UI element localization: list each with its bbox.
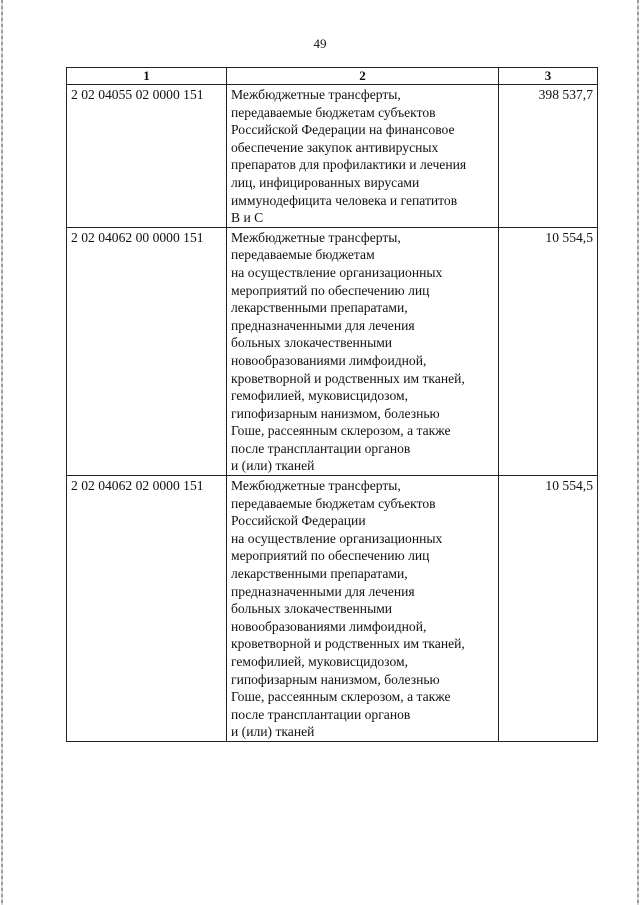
description-line: обеспечение закупок антивирусных [231, 139, 439, 155]
description-cell [227, 227, 499, 475]
description-line: В и С [231, 210, 264, 226]
column-header-description: 2 [227, 68, 499, 85]
table-body [67, 85, 598, 742]
amount-cell: 10 554,5 [499, 476, 598, 742]
amount-cell: 10 554,5 [499, 227, 598, 475]
description-line: Межбюджетные трансферты, [231, 87, 401, 102]
table-row [67, 227, 598, 475]
description-line: кроветворной и родственных им тканей, [231, 636, 465, 652]
page-number: 49 [313, 36, 327, 51]
description-line: передаваемые бюджетам [231, 247, 375, 263]
description-line: Межбюджетные трансферты, [231, 229, 401, 245]
description-line: Гоше, рассеянным склерозом, а также [231, 423, 451, 439]
description-line: новообразованиями лимфоидной, [231, 352, 427, 368]
table-row [67, 476, 598, 742]
description-line: Российской Федерации на финансовое [231, 122, 455, 138]
description-line: Российской Федерации [231, 513, 366, 529]
description-line: после трансплантации органов [231, 440, 411, 456]
column-header-amount: 3 [499, 68, 598, 85]
description-line: передаваемые бюджетам субъектов [231, 495, 436, 511]
description-line: лекарственными препаратами, [231, 300, 408, 316]
description-line: новообразованиями лимфоидной, [231, 618, 427, 634]
description-line: на осуществление организационных [231, 530, 443, 546]
description-line: больных злокачественными [231, 335, 393, 351]
description-cell [227, 476, 499, 742]
budget-code-cell: 2 02 04062 00 0000 151 [67, 227, 227, 475]
budget-table [66, 67, 598, 742]
scan-right-edge [637, 0, 639, 905]
description-line: гемофилией, муковисцидозом, [231, 654, 409, 669]
description-line: гипофизарным нанизмом, болезнью [231, 671, 440, 687]
description-line: Межбюджетные трансферты, [231, 478, 401, 494]
description-cell [227, 85, 499, 228]
description-line: гипофизарным нанизмом, болезнью [231, 405, 440, 421]
description-line: и (или) тканей [231, 458, 315, 474]
description-line: мероприятий по обеспечению лиц [231, 548, 430, 564]
description-line: больных злокачественными [231, 601, 393, 617]
description-line: предназначенными для лечения [231, 317, 415, 333]
description-line: лиц, инфицированных вирусами [231, 174, 420, 190]
description-line: лекарственными препаратами, [231, 566, 408, 582]
budget-code-cell: 2 02 04062 02 0000 151 [67, 476, 227, 742]
description-line: Гоше, рассеянным склерозом, а также [231, 689, 451, 705]
description-line: предназначенными для лечения [231, 583, 415, 599]
amount-cell: 398 537,7 [499, 85, 598, 228]
description-line: и (или) тканей [231, 724, 315, 740]
table-header-row [67, 68, 598, 85]
description-line: передаваемые бюджетам субъектов [231, 104, 436, 120]
description-line: препаратов для профилактики и лечения [231, 157, 467, 173]
column-header-code: 1 [67, 68, 227, 85]
description-line: на осуществление организационных [231, 264, 443, 280]
budget-code-cell: 2 02 04055 02 0000 151 [67, 85, 227, 228]
scan-left-edge [1, 0, 3, 905]
description-line: кроветворной и родственных им тканей, [231, 370, 465, 386]
description-line: после трансплантации органов [231, 706, 411, 722]
description-line: гемофилией, муковисцидозом, [231, 388, 409, 404]
table-row [67, 85, 598, 228]
description-line: иммунодефицита человека и гепатитов [231, 192, 458, 208]
description-line: мероприятий по обеспечению лиц [231, 282, 430, 298]
